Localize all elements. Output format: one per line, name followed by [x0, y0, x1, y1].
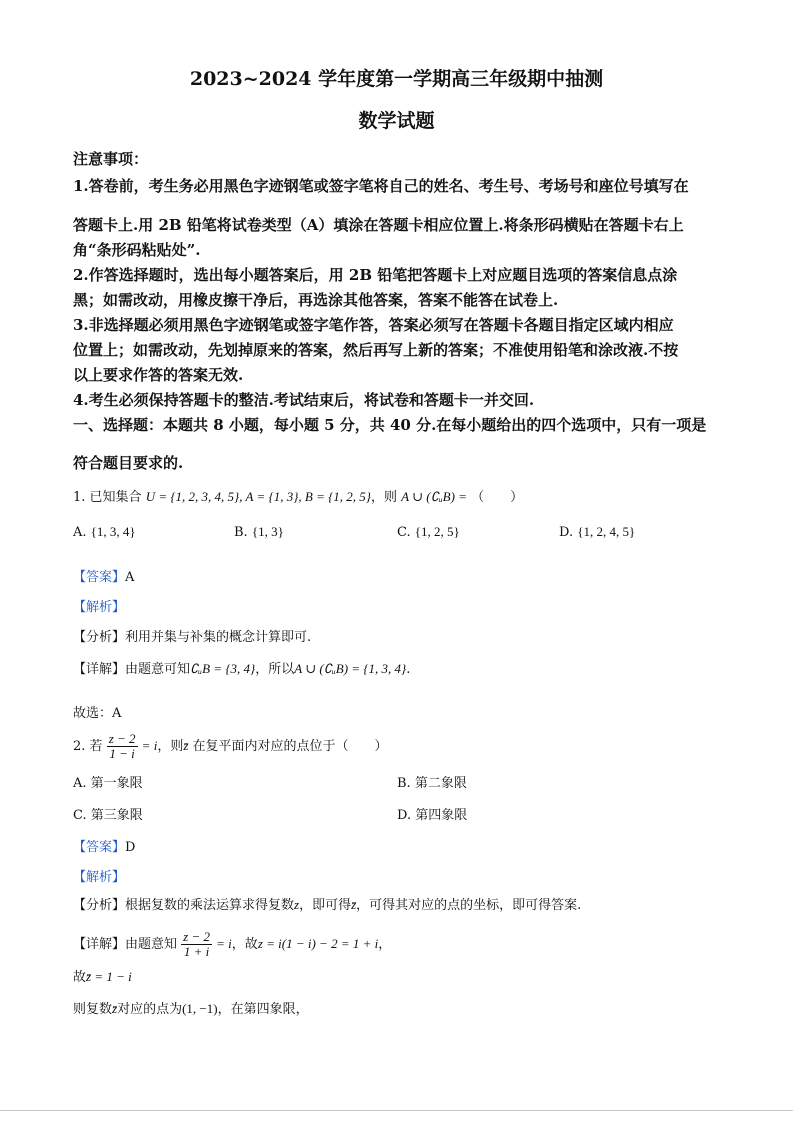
page-subtitle: 数学试题 — [358, 110, 435, 132]
q1-option-d: D. {1, 2, 4, 5} — [559, 524, 636, 540]
q1-answer-tag: 【答案】 — [73, 570, 126, 585]
notes-item3-line2: 位置上；如需改动，先划掉原来的答案，然后再写上新的答案；不准使用铅笔和涂改液.不按 — [73, 341, 679, 359]
notes-item1-line2: 答题卡上.用 2B 铅笔将试卷类型（A）填涂在答题卡相应位置上.将条形码横贴在答题卡右上 — [73, 216, 684, 234]
q1-mid: ，则 — [371, 490, 398, 505]
notes-item3-line3: 以上要求作答的答案无效. — [73, 366, 244, 384]
q1-analysis: 【解析】 — [73, 600, 126, 615]
q1-conclusion: 故选：A — [73, 706, 122, 721]
q2-detail-fraction: $\frac{z - 2}{1 + i}$ — [183, 929, 211, 959]
q1-option-a: A. {1, 3, 4} — [73, 524, 136, 540]
q2-stem: 2. 若 $\frac{z - 2}{1 - i}$ = i，则z̄ 在复平面内对应的点位于（ ） — [73, 731, 388, 761]
notes-item1-line1: 1.答卷前，考生务必用黑色字迹钢笔或签字笔将自己的姓名、考生号、考场号和座位号填写在 — [73, 177, 689, 195]
q1-option-b: B. {1, 3} — [234, 524, 284, 540]
q1-blank: （ ） — [471, 490, 524, 505]
q2-detail: 【详解】由题意知 $\frac{z - 2}{1 + i}$ = i，故z = i(1 − i) − 2 = 1 + i， — [73, 929, 392, 959]
section-header-line2: 符合题目要求的. — [73, 454, 184, 472]
notes-item3-line1: 3.非选择题必须用黑色字迹钢笔或签字笔作答，答案必须写在答题卡各题目指定区域内相应 — [73, 316, 674, 334]
q2-detail-line2: 故z̄ = 1 − i — [73, 969, 132, 985]
notes-item2-line1: 2.作答选择题时，选出每小题答案后，用 2B 铅笔把答题卡上对应题目选项的答案信息点涂 — [73, 266, 678, 284]
q1-prefix: 1. 已知集合 — [73, 490, 142, 505]
q2-option-b: B. 第二象限 — [397, 776, 467, 791]
q2-analysis: 【解析】 — [73, 870, 126, 885]
notes-item4: 4.考生必须保持答题卡的整洁.考试结束后，将试卷和答题卡一并交回. — [73, 391, 535, 409]
q2-detail-line3: 则复数z̄对应的点为(1, −1)，在第四象限， — [73, 1001, 309, 1017]
section-header-line1: 一、选择题：本题共 8 小题，每小题 5 分，共 40 分.在每小题给出的四个选项中，只有一项是 — [73, 416, 707, 434]
q2-answer — [73, 836, 135, 855]
q2-fraction: $\frac{z - 2}{1 - i}$ — [108, 731, 136, 761]
q1-stem — [73, 486, 523, 505]
q1-sets: U = {1, 2, 3, 4, 5}, A = {1, 3}, B = {1, 2, 5} — [145, 489, 371, 504]
notes-heading: 注意事项： — [73, 150, 149, 168]
q2-option-c: C. 第三象限 — [73, 808, 143, 823]
q1-fenxi: 【分析】利用并集与补集的概念计算即可. — [73, 630, 312, 645]
q1-expr: A ∪ (∁ᵤB) = — [401, 489, 467, 504]
q2-option-a: A. 第一象限 — [73, 776, 143, 791]
q2-option-d: D. 第四象限 — [397, 808, 468, 823]
q1-option-c: C. {1, 2, 5} — [397, 524, 460, 540]
q1-answer-value: A — [125, 570, 135, 585]
q2-fenxi: 【分析】根据复数的乘法运算求得复数z，即可得z̄，可得其对应的点的坐标，即可得答案. — [73, 897, 582, 913]
q1-answer — [73, 566, 134, 585]
q2-answer-tag: 【答案】 — [73, 840, 126, 855]
page-bottom-divider — [0, 1110, 793, 1111]
page-title: 2023~2024 学年度第一学期高三年级期中抽测 — [189, 68, 604, 90]
q1-detail: 【详解】由题意可知∁ᵤB = {3, 4}，所以A ∪ (∁ᵤB) = {1, 3, 4}. — [73, 661, 411, 677]
notes-item1-line3: 角“条形码粘贴处”. — [73, 241, 201, 259]
notes-item2-line2: 黑；如需改动，用橡皮擦干净后，再选涂其他答案，答案不能答在试卷上. — [73, 291, 559, 309]
q2-answer-value: D — [125, 840, 136, 855]
